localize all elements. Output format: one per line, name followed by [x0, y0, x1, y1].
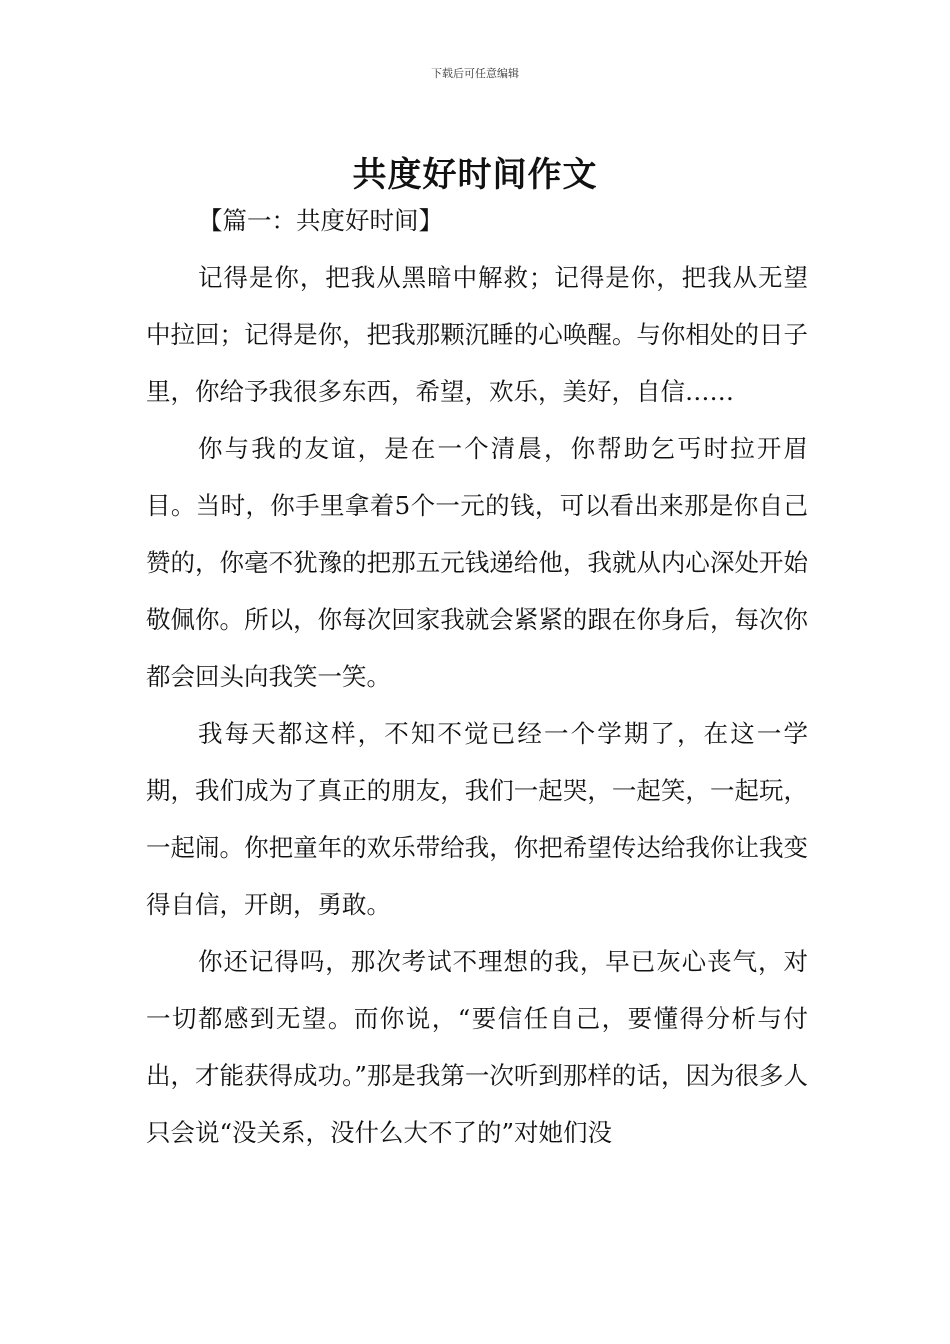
document-body — [146, 192, 808, 1161]
paragraph-3: 我每天都这样，不知不觉已经一个学期了，在这一学期，我们成为了真正的朋友，我们一起哭，一起笑，一起玩，一起闹。你把童年的欢乐带给我，你把希望传达给我你让我变得自信，开朗，勇敢。 — [146, 719, 808, 919]
section-heading: 【篇一：共度好时间】 — [198, 206, 443, 235]
paragraph-1: 记得是你，把我从黑暗中解救；记得是你，把我从无望中拉回；记得是你，把我那颗沉睡的心唤醒。与你相处的日子里，你给予我很多东西，希望，欢乐，美好，自信…… — [146, 263, 808, 406]
document-title: 共度好时间作文 — [352, 154, 598, 195]
header-note: 下载后可任意编辑 — [431, 67, 519, 80]
paragraph-4: 你还记得吗，那次考试不理想的我，早已灰心丧气，对一切都感到无望。而你说，“要信任自己，要懂得分析与付出，才能获得成功。”那是我第一次听到那样的话，因为很多人只会说“没关系，没什么大不了的”对她们没 — [146, 947, 808, 1147]
paragraph-2: 你与我的友谊，是在一个清晨，你帮助乞丐时拉开眉目。当时，你手里拿着5个一元的钱，可以看出来那是你自己赞的，你毫不犹豫的把那五元钱递给他，我就从内心深处开始敬佩你。所以，你每次回家我就会紧紧的跟在你身后，每次你都会回头向我笑一笑。 — [146, 434, 808, 691]
